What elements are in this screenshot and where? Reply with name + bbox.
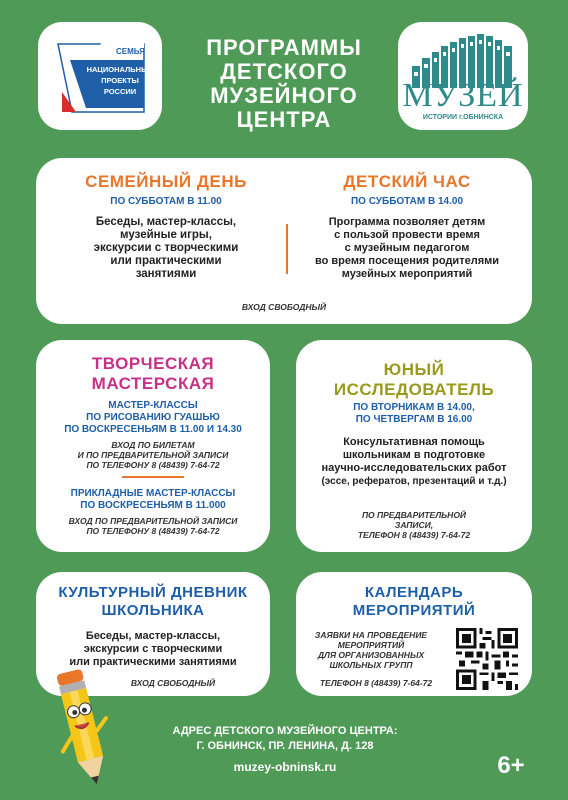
workshop-note-2-line-2: ПО ТЕЛЕФОНУ 8 (48439) 7-64-72: [86, 526, 220, 536]
logo-left-line-1: НАЦИОНАЛЬНЫЕ: [86, 65, 154, 74]
family-day-line-4: или практическими: [110, 255, 222, 267]
workshop-note-1-line-2: И ПО ПРЕДВАРИТЕЛЬНОЙ ЗАПИСИ: [77, 450, 229, 460]
workshop-schedule-2-line-1: ПРИКЛАДНЫЕ МАСТЕР-КЛАССЫ: [70, 488, 236, 499]
page-title-line-1: ПРОГРАММЫ: [206, 35, 362, 60]
workshop-schedule-line-1: МАСТЕР-КЛАССЫ: [108, 400, 198, 411]
footer-address: [150, 724, 420, 754]
diary-title: [36, 584, 270, 620]
national-projects-logo-card: [38, 22, 162, 130]
researcher-schedule: [296, 402, 532, 426]
pencil-mascot-icon: [52, 664, 114, 794]
family-day-line-3: экскурсии с творческими: [93, 242, 239, 254]
researcher-line-3: научно-исследовательских работ: [321, 462, 507, 474]
researcher-note: [296, 510, 532, 540]
kids-hour-line-2: с пользой провести время: [334, 229, 480, 241]
kids-hour-schedule: ПО СУББОТАМ В 14.00: [350, 196, 464, 207]
workshop-title: [36, 354, 270, 394]
page-title: [170, 36, 398, 132]
calendar-note: [306, 630, 436, 670]
researcher-line-4: (эссе, рефератов, презентаций и т.д.): [321, 476, 507, 487]
creative-workshop-card: [36, 340, 270, 552]
free-entry-note: ВХОД СВОБОДНЫЙ: [241, 302, 327, 312]
researcher-title-line-2: ИССЛЕДОВАТЕЛЬ: [333, 380, 495, 399]
kids-hour-line-1: Программа позволяет детям: [328, 216, 486, 228]
family-day-description: [46, 216, 286, 281]
diary-title-line-2: ШКОЛЬНИКА: [101, 602, 205, 619]
family-day-schedule: ПО СУББОТАМ В 11.00: [110, 196, 222, 207]
calendar-title-line-2: МЕРОПРИЯТИЙ: [352, 602, 476, 619]
events-calendar-card: [296, 572, 532, 696]
researcher-title: [296, 360, 532, 400]
kids-hour-description: [290, 216, 524, 281]
diary-line-1: Беседы, мастер-классы,: [85, 630, 221, 642]
calendar-note-line-1: ЗАЯВКИ НА ПРОВЕДЕНИЕ: [314, 630, 428, 640]
researcher-note-line-1: ПО ПРЕДВАРИТЕЛЬНОЙ: [361, 510, 467, 520]
workshop-title-line-2: МАСТЕРСКАЯ: [91, 374, 215, 393]
card-divider: [286, 224, 288, 274]
page-title-line-3: МУЗЕЙНОГО: [210, 83, 358, 108]
workshop-note-2: [36, 516, 270, 536]
footer-address-line-1: АДРЕС ДЕТСКОГО МУЗЕЙНОГО ЦЕНТРА:: [172, 725, 398, 737]
diary-title-line-1: КУЛЬТУРНЫЙ ДНЕВНИК: [58, 584, 248, 601]
logo-left-line-3: РОССИИ: [103, 87, 137, 96]
family-day-line-2: музейные игры,: [120, 229, 212, 241]
workshop-note-1: [36, 440, 270, 470]
kids-hour-line-5: музейных мероприятий: [341, 268, 473, 280]
logo-right-word: МУЗЕЙ: [402, 77, 524, 114]
family-and-kids-card: [36, 158, 532, 324]
logo-left-top-word: СЕМЬЯ: [116, 47, 145, 56]
researcher-note-line-3: ТЕЛЕФОН 8 (48439) 7-64-72: [357, 530, 471, 540]
diary-note: ВХОД СВОБОДНЫЙ: [130, 678, 216, 688]
qr-code-icon[interactable]: [456, 628, 518, 690]
kids-hour-title: ДЕТСКИЙ ЧАС: [343, 172, 471, 191]
calendar-note-line-3: ДЛЯ ОРГАНИЗОВАННЫХ: [317, 650, 425, 660]
kids-hour-line-4: во время посещения родителями: [314, 255, 500, 267]
page-title-line-4: ЦЕНТРА: [236, 107, 332, 132]
calendar-title: [296, 584, 532, 620]
kids-hour-line-3: с музейным педагогом: [344, 242, 470, 254]
workshop-schedule-2: [36, 488, 270, 512]
calendar-phone: ТЕЛЕФОН 8 (48439) 7-64-72: [319, 678, 433, 688]
researcher-schedule-line-1: ПО ВТОРНИКАМ В 14.00,: [353, 402, 475, 413]
family-day-title: СЕМЕЙНЫЙ ДЕНЬ: [85, 172, 247, 191]
workshop-title-line-1: ТВОРЧЕСКАЯ: [91, 354, 215, 373]
calendar-title-line-1: КАЛЕНДАРЬ: [364, 584, 464, 601]
researcher-title-line-1: ЮНЫЙ: [383, 360, 445, 379]
workshop-note-1-line-1: ВХОД ПО БИЛЕТАМ: [111, 440, 195, 450]
page-title-line-2: ДЕТСКОГО: [220, 59, 348, 84]
young-researcher-card: [296, 340, 532, 552]
diary-line-2: экскурсии с творческими: [83, 643, 223, 655]
age-rating-badge: 6+: [497, 752, 525, 779]
museum-logo-card: [398, 22, 528, 130]
researcher-description: [296, 436, 532, 488]
footer-address-line-2: Г. ОБНИНСК, ПР. ЛЕНИНА, Д. 128: [196, 740, 374, 752]
workshop-schedule-line-2: ПО РИСОВАНИЮ ГУАШЬЮ: [86, 412, 220, 423]
researcher-schedule-line-2: ПО ЧЕТВЕРГАМ В 16.00: [355, 414, 473, 425]
workshop-note-2-line-1: ВХОД ПО ПРЕДВАРИТЕЛЬНОЙ ЗАПИСИ: [68, 516, 238, 526]
researcher-line-1: Консультативная помощь: [343, 436, 485, 448]
workshop-schedule-2-line-2: ПО ВОСКРЕСЕНЬЯМ В 11.000: [80, 500, 226, 511]
workshop-schedule: [36, 400, 270, 436]
logo-right-caption: ИСТОРИИ г.ОБНИНСКА: [422, 114, 504, 121]
family-day-line-1: Беседы, мастер-классы,: [95, 216, 237, 228]
researcher-line-2: школьникам в подготовке: [342, 449, 486, 461]
workshop-divider: [122, 476, 184, 478]
logo-left-line-2: ПРОЕКТЫ: [101, 76, 139, 85]
footer-website-link[interactable]: muzey-obninsk.ru: [233, 760, 337, 774]
calendar-note-line-2: МЕРОПРИЯТИЙ: [337, 640, 405, 650]
workshop-schedule-line-3: ПО ВОСКРЕСЕНЬЯМ В 11.00 И 14.30: [64, 424, 242, 435]
calendar-note-line-4: ШКОЛЬНЫХ ГРУПП: [329, 660, 413, 670]
workshop-note-1-line-3: ПО ТЕЛЕФОНУ 8 (48439) 7-64-72: [86, 460, 220, 470]
researcher-note-line-2: ЗАПИСИ,: [394, 520, 434, 530]
diary-line-3: или практическими занятиями: [69, 656, 237, 668]
family-day-line-5: занятиями: [135, 268, 197, 280]
